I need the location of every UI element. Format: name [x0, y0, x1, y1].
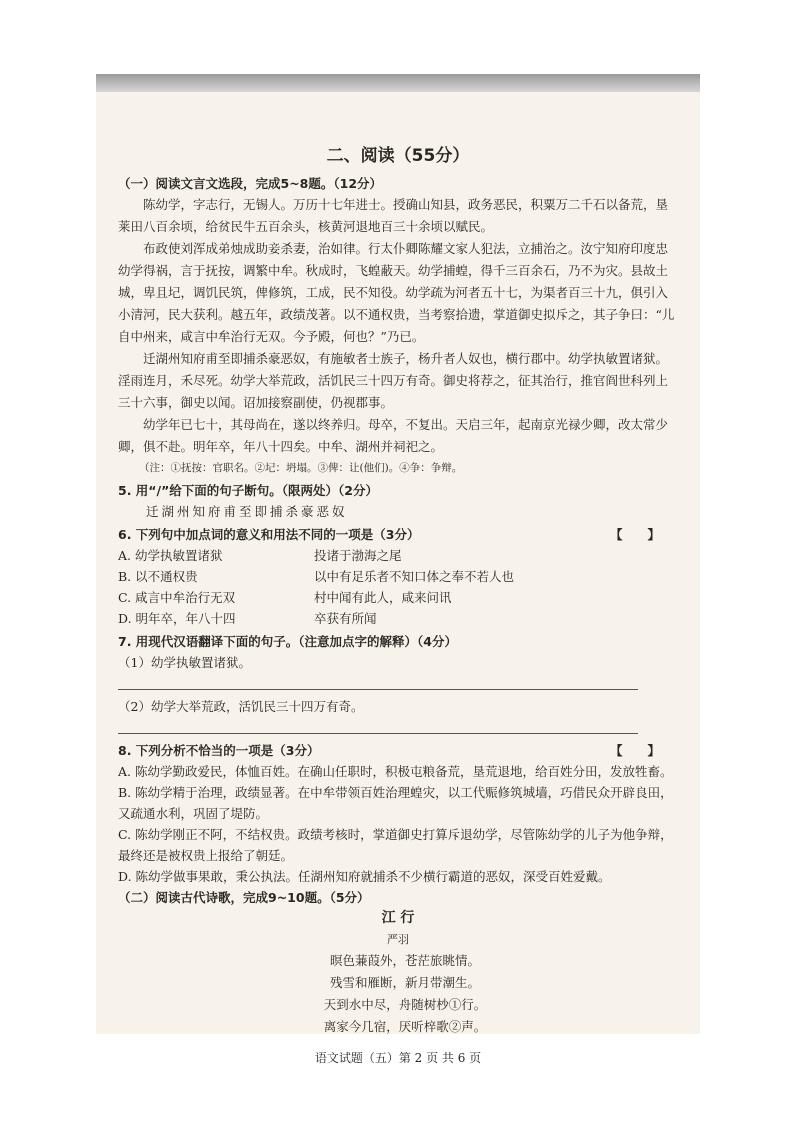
q6-option-d-right: 卒获有所闻: [314, 611, 377, 626]
page-title: 二、阅读（55分）: [326, 146, 470, 166]
question-7-part-2: （2）幼学大举荒政，活饥民三十四万有奇。: [118, 699, 364, 714]
passage-paragraph-3-text: 迁湖州知府甫至即捕杀豪恶奴，有施敏者士族子，杨升者人奴也，横行郡中。幼学执敏置诸狱。淫雨连月，禾尽死。幼学大举荒政，活饥民三十四万有奇。御史将荐之，征其治行，推官阎世科列上三十六事，御史以闻。诏加接察副使，仍视郡事。: [118, 351, 669, 410]
q8-option-a: A. 陈幼学勤政爱民，体恤百姓。在确山任职时，积极屯粮备荒，垦荒退地，给百姓分田，发放牲畜。: [118, 764, 673, 779]
question-5-sentence: 迁湖州知府甫至即捕杀豪恶奴: [146, 504, 348, 519]
scan-edge: [96, 74, 700, 92]
q6-option-b-right: 以中有足乐者不知口体之奉不若人也: [314, 569, 515, 584]
q6-option-a: [118, 545, 678, 566]
q8-option-d: D. 陈幼学做事果敢，秉公执法。任湖州知府就捕杀不少横行霸道的恶奴，深受百姓爱戴。: [118, 869, 611, 884]
q6-option-c: [118, 587, 678, 608]
q6-option-b-left: B. 以不通权贵: [118, 569, 198, 584]
answer-bracket[interactable]: 【 】: [609, 527, 660, 542]
question-5: 5. 用“/”给下面的句子断句。（限两处）（2分）: [118, 483, 378, 498]
poem-line: 离家今几宿，厌听梓歌②声。: [323, 1019, 487, 1034]
question-7: 7. 用现代汉语翻译下面的句子。（注意加点字的解释）（4分）: [118, 634, 457, 649]
passage-paragraph-1: 陈幼学，字志行，无锡人。万历十七年进士。授确山知县，政务恶民，积粟万二千石以备荒，垦莱田八百余顷，给贫民牛五百余头，核黄河退地百三十余顷以赋民。: [118, 197, 669, 234]
q8-option-b: B. 陈幼学精于治理，政绩显著。在中牟带领百姓治理蝗灾，以工代赈修筑城墙，巧借民众开辟良田，又疏通水利，巩固了堤防。: [118, 785, 673, 821]
q6-option-d-left: D. 明年卒，年八十四: [118, 611, 236, 626]
question-8-text: 8. 下列分析不恰当的一项是（3分）: [118, 743, 320, 758]
answer-bracket-8[interactable]: 【 】: [609, 743, 660, 758]
passage-paragraph-3: [118, 348, 678, 414]
exam-page: [118, 146, 678, 1069]
q6-option-d: [118, 608, 678, 629]
page-footer: 语文试题（五）第 2 页 共 6 页: [314, 1051, 482, 1065]
poem-author: 严羽: [387, 933, 409, 946]
section-2-heading: （二）阅读古代诗歌，完成9~10题。（5分）: [118, 890, 370, 905]
annotation-note: （注：①抚按：官职名。②圮：坍塌。③俾：让(他们)。④争：争辩。: [139, 462, 463, 474]
poem-line: 残雪和雁断，新月带潮生。: [329, 975, 480, 990]
q6-option-c-right: 村中闻有此人，咸来问讯: [314, 590, 452, 605]
passage-paragraph-2: 布政使刘浑成弟烛成助妾杀妻，治如律。行太仆卿陈耀文家人犯法，立捕治之。汝宁知府印度忠幼学得祸，言于抚按，调繁中牟。秋成时，飞蝗蔽天。幼学捕蝗，得千三百余石，乃不为灾。县故土城，卑且圮，调饥民筑，俾修筑，工成，民不知役。幼学疏为河者五十七，为渠者百三十九，俱引入小清河，民大获利。越五年，政绩茂著。以不通权贵，当考察拾遗，掌道御史拟斥之，其子争曰：“儿自中州来，咸言中牟治行无双。今予殿，何也？”乃已。: [118, 241, 675, 344]
q6-option-a-left: A. 幼学执敏置诸狱: [118, 548, 223, 563]
question-6: [118, 524, 678, 545]
section-1-heading: （一）阅读文言文选段，完成5~8题。（12分）: [118, 176, 383, 191]
poem: [118, 908, 678, 1038]
poem-line: 天到水中尽，舟随树杪①行。: [323, 997, 487, 1012]
q8-option-c: C. 陈幼学刚正不阿，不结权贵。政绩考核时，掌道御史打算斥退幼学，尽管陈幼学的儿子为他争辩，最终还是被权贵上报给了朝廷。: [118, 827, 673, 863]
q6-option-a-right: 投诸于渤海之尾: [314, 548, 402, 563]
poem-title: 江 行: [381, 910, 415, 926]
q6-option-b: [118, 566, 678, 587]
poem-line: 暝色蒹葭外，苍茫旅眺情。: [329, 953, 480, 968]
passage-paragraph-4: 幼学年已七十，其母尚在，遂以终养归。母卒，不复出。天启三年，起南京光禄少卿，改太常少卿，俱不赴。明年卒，年八十四矣。中牟、湖州并祠祀之。: [118, 417, 669, 454]
question-8: [118, 740, 678, 761]
question-7-part-1: （1）幼学执敏置诸狱。: [118, 655, 251, 670]
q6-option-c-left: C. 咸言中牟治行无双: [118, 590, 236, 605]
answer-line-2[interactable]: [118, 717, 638, 734]
question-6-text: 6. 下列句中加点词的意义和用法不同的一项是（3分）: [118, 527, 420, 542]
answer-line-1[interactable]: [118, 673, 638, 690]
